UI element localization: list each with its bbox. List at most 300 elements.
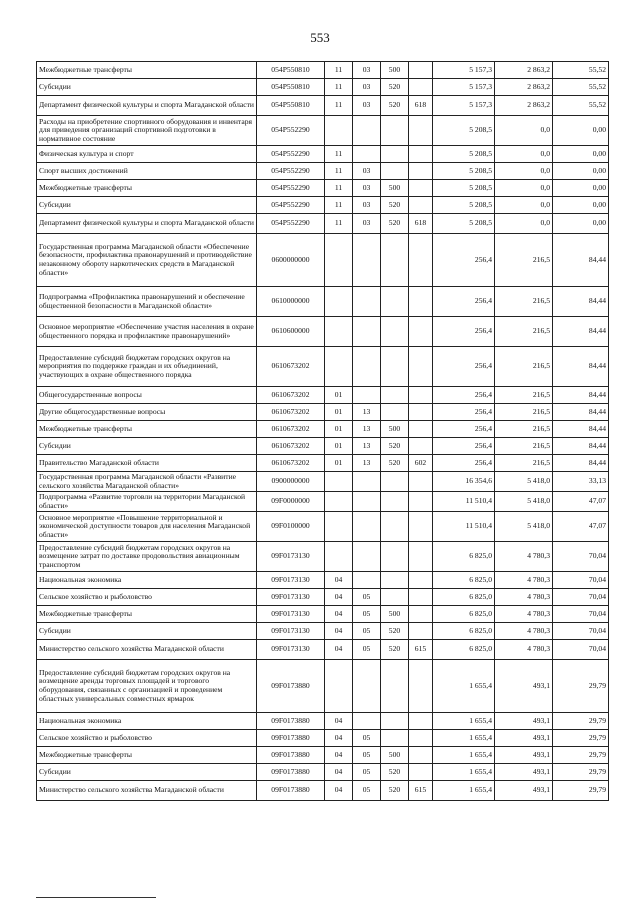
row-code: 09F0173880 (257, 781, 325, 801)
row-code: 09F0173880 (257, 660, 325, 713)
row-subsection (353, 660, 381, 713)
table-row (37, 163, 609, 180)
row-name: Межбюджетные трансферты (37, 62, 257, 79)
row-expense-type (381, 404, 409, 421)
row-section: 11 (325, 197, 353, 214)
row-section (325, 234, 353, 287)
row-section: 01 (325, 455, 353, 472)
table-row (37, 146, 609, 163)
row-planned-amount: 6 825,0 (433, 589, 495, 606)
row-name: Министерство сельского хозяйства Магаданской области (37, 640, 257, 660)
row-administrator (409, 713, 433, 730)
table-row (37, 572, 609, 589)
table-row (37, 730, 609, 747)
row-execution-percent: 84,44 (553, 455, 609, 472)
row-execution-percent: 29,79 (553, 713, 609, 730)
row-subsection (353, 347, 381, 387)
row-execution-percent: 70,04 (553, 623, 609, 640)
row-subsection: 05 (353, 623, 381, 640)
row-planned-amount: 256,4 (433, 317, 495, 347)
row-execution-percent: 84,44 (553, 387, 609, 404)
row-executed-amount: 216,5 (495, 438, 553, 455)
row-section: 04 (325, 764, 353, 781)
row-planned-amount: 256,4 (433, 455, 495, 472)
row-executed-amount: 493,1 (495, 730, 553, 747)
row-planned-amount: 11 510,4 (433, 492, 495, 512)
row-execution-percent: 84,44 (553, 317, 609, 347)
row-subsection: 03 (353, 197, 381, 214)
table-row (37, 438, 609, 455)
row-executed-amount: 2 863,2 (495, 79, 553, 96)
row-code: 0610673202 (257, 421, 325, 438)
row-executed-amount: 2 863,2 (495, 96, 553, 116)
row-administrator (409, 542, 433, 572)
row-planned-amount: 1 655,4 (433, 781, 495, 801)
table-row (37, 512, 609, 542)
row-code: 09F0173880 (257, 747, 325, 764)
row-name: Правительство Магаданской области (37, 455, 257, 472)
row-administrator (409, 572, 433, 589)
row-name: Министерство сельского хозяйства Магаданской области (37, 781, 257, 801)
table-row (37, 472, 609, 492)
row-planned-amount: 1 655,4 (433, 730, 495, 747)
row-code: 054P552290 (257, 146, 325, 163)
row-subsection: 13 (353, 455, 381, 472)
row-name: Департамент физической культуры и спорта Магаданской области (37, 214, 257, 234)
row-execution-percent: 33,13 (553, 472, 609, 492)
row-administrator (409, 79, 433, 96)
row-planned-amount: 6 825,0 (433, 572, 495, 589)
row-administrator (409, 606, 433, 623)
row-execution-percent: 84,44 (553, 347, 609, 387)
row-executed-amount: 5 418,0 (495, 512, 553, 542)
row-planned-amount: 5 208,5 (433, 163, 495, 180)
row-administrator (409, 146, 433, 163)
row-name: Сельское хозяйство и рыболовство (37, 589, 257, 606)
row-expense-type: 520 (381, 455, 409, 472)
row-name: Субсидии (37, 623, 257, 640)
row-subsection: 05 (353, 606, 381, 623)
row-administrator (409, 116, 433, 146)
row-expense-type (381, 163, 409, 180)
row-section: 11 (325, 163, 353, 180)
row-executed-amount: 5 418,0 (495, 492, 553, 512)
row-execution-percent: 47,07 (553, 492, 609, 512)
row-executed-amount: 2 863,2 (495, 62, 553, 79)
row-executed-amount: 216,5 (495, 347, 553, 387)
row-execution-percent: 84,44 (553, 287, 609, 317)
row-subsection: 03 (353, 163, 381, 180)
row-administrator (409, 589, 433, 606)
table-row (37, 492, 609, 512)
row-name: Субсидии (37, 438, 257, 455)
row-execution-percent: 84,44 (553, 421, 609, 438)
row-executed-amount: 0,0 (495, 197, 553, 214)
row-subsection (353, 472, 381, 492)
row-subsection: 05 (353, 781, 381, 801)
row-section: 04 (325, 781, 353, 801)
row-planned-amount: 5 208,5 (433, 197, 495, 214)
row-name: Национальная экономика (37, 572, 257, 589)
row-execution-percent: 84,44 (553, 438, 609, 455)
row-section: 04 (325, 623, 353, 640)
row-expense-type (381, 317, 409, 347)
table-body (37, 62, 609, 801)
row-planned-amount: 16 354,6 (433, 472, 495, 492)
row-expense-type (381, 589, 409, 606)
row-section: 04 (325, 572, 353, 589)
row-subsection: 03 (353, 214, 381, 234)
row-expense-type (381, 347, 409, 387)
row-executed-amount: 493,1 (495, 660, 553, 713)
table-row (37, 317, 609, 347)
row-execution-percent: 84,44 (553, 404, 609, 421)
row-subsection: 13 (353, 438, 381, 455)
row-subsection: 03 (353, 79, 381, 96)
row-code: 054P552290 (257, 197, 325, 214)
row-planned-amount: 5 208,5 (433, 180, 495, 197)
table-row (37, 180, 609, 197)
row-expense-type (381, 713, 409, 730)
row-section (325, 492, 353, 512)
row-planned-amount: 6 825,0 (433, 623, 495, 640)
row-expense-type: 520 (381, 640, 409, 660)
row-section: 04 (325, 730, 353, 747)
row-expense-type: 520 (381, 197, 409, 214)
row-administrator (409, 730, 433, 747)
row-section: 04 (325, 747, 353, 764)
row-code: 0610673202 (257, 455, 325, 472)
row-planned-amount: 5 208,5 (433, 214, 495, 234)
row-name: Межбюджетные трансферты (37, 180, 257, 197)
table-row (37, 781, 609, 801)
row-administrator (409, 492, 433, 512)
table-row (37, 96, 609, 116)
row-planned-amount: 256,4 (433, 234, 495, 287)
table-row (37, 214, 609, 234)
row-administrator (409, 317, 433, 347)
row-executed-amount: 4 780,3 (495, 623, 553, 640)
row-expense-type (381, 572, 409, 589)
row-expense-type (381, 146, 409, 163)
table-row (37, 287, 609, 317)
row-code: 09F0000000 (257, 492, 325, 512)
row-administrator (409, 163, 433, 180)
row-subsection (353, 287, 381, 317)
row-planned-amount: 1 655,4 (433, 764, 495, 781)
row-code: 054P552290 (257, 163, 325, 180)
table-row (37, 197, 609, 214)
row-administrator (409, 180, 433, 197)
row-code: 09F0173130 (257, 589, 325, 606)
row-expense-type (381, 116, 409, 146)
row-section (325, 512, 353, 542)
row-expense-type: 520 (381, 214, 409, 234)
row-name: Предоставление субсидий бюджетам городских округов на возмещение аренды торговых площадей и торгового оборудования, связанных с организацией и проведением областных универсальных совместных ярмарок (37, 660, 257, 713)
row-code: 054P550810 (257, 96, 325, 116)
row-planned-amount: 1 655,4 (433, 660, 495, 713)
row-planned-amount: 5 208,5 (433, 146, 495, 163)
row-execution-percent: 29,79 (553, 747, 609, 764)
row-executed-amount: 493,1 (495, 764, 553, 781)
row-code: 09F0173130 (257, 640, 325, 660)
row-name: Государственная программа Магаданской области «Развитие сельского хозяйства Магаданской области» (37, 472, 257, 492)
table-row (37, 116, 609, 146)
row-executed-amount: 4 780,3 (495, 640, 553, 660)
row-name: Основное мероприятие «Обеспечение участия населения в охране общественного порядка и профилактике правонарушений» (37, 317, 257, 347)
row-expense-type: 520 (381, 79, 409, 96)
page-number: 553 (310, 30, 330, 45)
table-row (37, 640, 609, 660)
row-planned-amount: 256,4 (433, 438, 495, 455)
row-administrator (409, 387, 433, 404)
row-name: Основное мероприятие «Повышение территориальной и экономической доступности товаров для населения Магаданской области» (37, 512, 257, 542)
row-code: 054P552290 (257, 214, 325, 234)
row-execution-percent: 29,79 (553, 730, 609, 747)
row-administrator (409, 660, 433, 713)
row-section: 04 (325, 713, 353, 730)
row-code: 09F0173880 (257, 713, 325, 730)
row-expense-type (381, 234, 409, 287)
row-subsection: 05 (353, 640, 381, 660)
row-subsection: 05 (353, 589, 381, 606)
row-planned-amount: 256,4 (433, 347, 495, 387)
row-section: 01 (325, 404, 353, 421)
row-administrator: 615 (409, 781, 433, 801)
row-execution-percent: 0,00 (553, 146, 609, 163)
row-execution-percent: 47,07 (553, 512, 609, 542)
row-expense-type (381, 730, 409, 747)
row-name: Спорт высших достижений (37, 163, 257, 180)
row-name: Общегосударственные вопросы (37, 387, 257, 404)
table-row (37, 79, 609, 96)
footer-divider (36, 897, 156, 898)
row-name: Предоставление субсидий бюджетам городских округов на мероприятия по поддержке граждан и их объединений, участвующих в охране общественного порядка (37, 347, 257, 387)
row-code: 0610600000 (257, 317, 325, 347)
row-executed-amount: 216,5 (495, 287, 553, 317)
row-section (325, 287, 353, 317)
row-subsection (353, 317, 381, 347)
row-section: 01 (325, 438, 353, 455)
row-section: 01 (325, 387, 353, 404)
row-administrator (409, 404, 433, 421)
row-name: Физическая культура и спорт (37, 146, 257, 163)
row-planned-amount: 5 157,3 (433, 79, 495, 96)
row-administrator (409, 347, 433, 387)
table-row (37, 623, 609, 640)
row-expense-type: 520 (381, 764, 409, 781)
row-executed-amount: 4 780,3 (495, 572, 553, 589)
row-code: 054P552290 (257, 116, 325, 146)
row-planned-amount: 5 157,3 (433, 62, 495, 79)
row-executed-amount: 5 418,0 (495, 472, 553, 492)
row-planned-amount: 5 208,5 (433, 116, 495, 146)
row-section: 11 (325, 79, 353, 96)
row-administrator (409, 421, 433, 438)
row-administrator: 615 (409, 640, 433, 660)
table-row (37, 404, 609, 421)
row-executed-amount: 4 780,3 (495, 589, 553, 606)
row-code: 0600000000 (257, 234, 325, 287)
row-execution-percent: 0,00 (553, 116, 609, 146)
table-row (37, 421, 609, 438)
row-administrator (409, 287, 433, 317)
row-administrator (409, 747, 433, 764)
row-administrator (409, 764, 433, 781)
table-row (37, 713, 609, 730)
row-subsection: 05 (353, 764, 381, 781)
row-execution-percent: 0,00 (553, 180, 609, 197)
row-name: Департамент физической культуры и спорта Магаданской области (37, 96, 257, 116)
row-expense-type: 520 (381, 96, 409, 116)
row-executed-amount: 0,0 (495, 163, 553, 180)
row-subsection (353, 572, 381, 589)
row-section: 04 (325, 589, 353, 606)
row-name: Расходы на приобретение спортивного оборудования и инвентаря для приведения организаций спортивной подготовки в нормативное состояние (37, 116, 257, 146)
row-executed-amount: 0,0 (495, 180, 553, 197)
row-execution-percent: 29,79 (553, 660, 609, 713)
row-planned-amount: 1 655,4 (433, 713, 495, 730)
row-subsection (353, 234, 381, 287)
row-administrator (409, 62, 433, 79)
row-administrator (409, 512, 433, 542)
row-section (325, 542, 353, 572)
row-executed-amount: 0,0 (495, 214, 553, 234)
row-expense-type (381, 492, 409, 512)
row-subsection (353, 542, 381, 572)
row-expense-type (381, 512, 409, 542)
row-executed-amount: 0,0 (495, 116, 553, 146)
row-expense-type (381, 472, 409, 492)
row-subsection: 03 (353, 180, 381, 197)
row-section (325, 660, 353, 713)
row-administrator: 602 (409, 455, 433, 472)
row-executed-amount: 216,5 (495, 404, 553, 421)
row-code: 0610673202 (257, 404, 325, 421)
row-execution-percent: 70,04 (553, 606, 609, 623)
row-execution-percent: 0,00 (553, 214, 609, 234)
budget-table (36, 61, 609, 801)
row-code: 09F0173880 (257, 730, 325, 747)
row-name: Межбюджетные трансферты (37, 747, 257, 764)
row-subsection: 05 (353, 747, 381, 764)
row-execution-percent: 70,04 (553, 640, 609, 660)
row-section: 11 (325, 96, 353, 116)
table-row (37, 606, 609, 623)
row-planned-amount: 256,4 (433, 421, 495, 438)
table-row (37, 387, 609, 404)
table-row (37, 234, 609, 287)
row-code: 09F0100000 (257, 512, 325, 542)
row-executed-amount: 216,5 (495, 421, 553, 438)
row-section: 11 (325, 146, 353, 163)
row-subsection: 13 (353, 404, 381, 421)
row-executed-amount: 4 780,3 (495, 542, 553, 572)
row-name: Подпрограмма «Развитие торговли на территории Магаданской области» (37, 492, 257, 512)
row-section: 01 (325, 421, 353, 438)
row-administrator (409, 438, 433, 455)
row-administrator: 618 (409, 96, 433, 116)
row-code: 0900000000 (257, 472, 325, 492)
row-administrator: 618 (409, 214, 433, 234)
row-code: 0610673202 (257, 438, 325, 455)
row-expense-type (381, 287, 409, 317)
row-subsection: 05 (353, 730, 381, 747)
row-executed-amount: 493,1 (495, 713, 553, 730)
row-expense-type: 500 (381, 747, 409, 764)
row-executed-amount: 216,5 (495, 455, 553, 472)
row-expense-type (381, 660, 409, 713)
row-planned-amount: 5 157,3 (433, 96, 495, 116)
row-section: 04 (325, 606, 353, 623)
row-section: 11 (325, 180, 353, 197)
row-section (325, 347, 353, 387)
table-row (37, 660, 609, 713)
row-execution-percent: 70,04 (553, 572, 609, 589)
row-execution-percent: 55,52 (553, 79, 609, 96)
row-subsection: 13 (353, 421, 381, 438)
row-administrator (409, 623, 433, 640)
table-row (37, 62, 609, 79)
row-subsection: 03 (353, 96, 381, 116)
table-row (37, 764, 609, 781)
row-planned-amount: 6 825,0 (433, 606, 495, 623)
row-code: 054P550810 (257, 79, 325, 96)
row-administrator (409, 197, 433, 214)
row-section (325, 116, 353, 146)
table-row (37, 455, 609, 472)
row-executed-amount: 216,5 (495, 317, 553, 347)
row-expense-type: 520 (381, 623, 409, 640)
row-planned-amount: 256,4 (433, 404, 495, 421)
row-code: 0610673202 (257, 387, 325, 404)
row-subsection (353, 116, 381, 146)
row-executed-amount: 0,0 (495, 146, 553, 163)
row-expense-type: 500 (381, 62, 409, 79)
row-code: 09F0173130 (257, 623, 325, 640)
table-row (37, 542, 609, 572)
row-code: 054P552290 (257, 180, 325, 197)
row-section: 11 (325, 62, 353, 79)
row-subsection (353, 713, 381, 730)
row-expense-type (381, 387, 409, 404)
row-subsection (353, 387, 381, 404)
row-executed-amount: 216,5 (495, 387, 553, 404)
row-code: 09F0173880 (257, 764, 325, 781)
row-subsection (353, 492, 381, 512)
row-code: 09F0173130 (257, 542, 325, 572)
table-row (37, 747, 609, 764)
row-execution-percent: 70,04 (553, 542, 609, 572)
row-expense-type: 500 (381, 180, 409, 197)
row-executed-amount: 493,1 (495, 747, 553, 764)
row-planned-amount: 256,4 (433, 287, 495, 317)
row-name: Субсидии (37, 764, 257, 781)
row-section (325, 317, 353, 347)
row-section (325, 472, 353, 492)
row-subsection (353, 146, 381, 163)
row-expense-type (381, 542, 409, 572)
row-section: 04 (325, 640, 353, 660)
row-expense-type: 520 (381, 781, 409, 801)
row-planned-amount: 256,4 (433, 387, 495, 404)
row-subsection: 03 (353, 62, 381, 79)
table-row (37, 347, 609, 387)
row-planned-amount: 1 655,4 (433, 747, 495, 764)
row-executed-amount: 216,5 (495, 234, 553, 287)
row-name: Сельское хозяйство и рыболовство (37, 730, 257, 747)
row-code: 054P550810 (257, 62, 325, 79)
